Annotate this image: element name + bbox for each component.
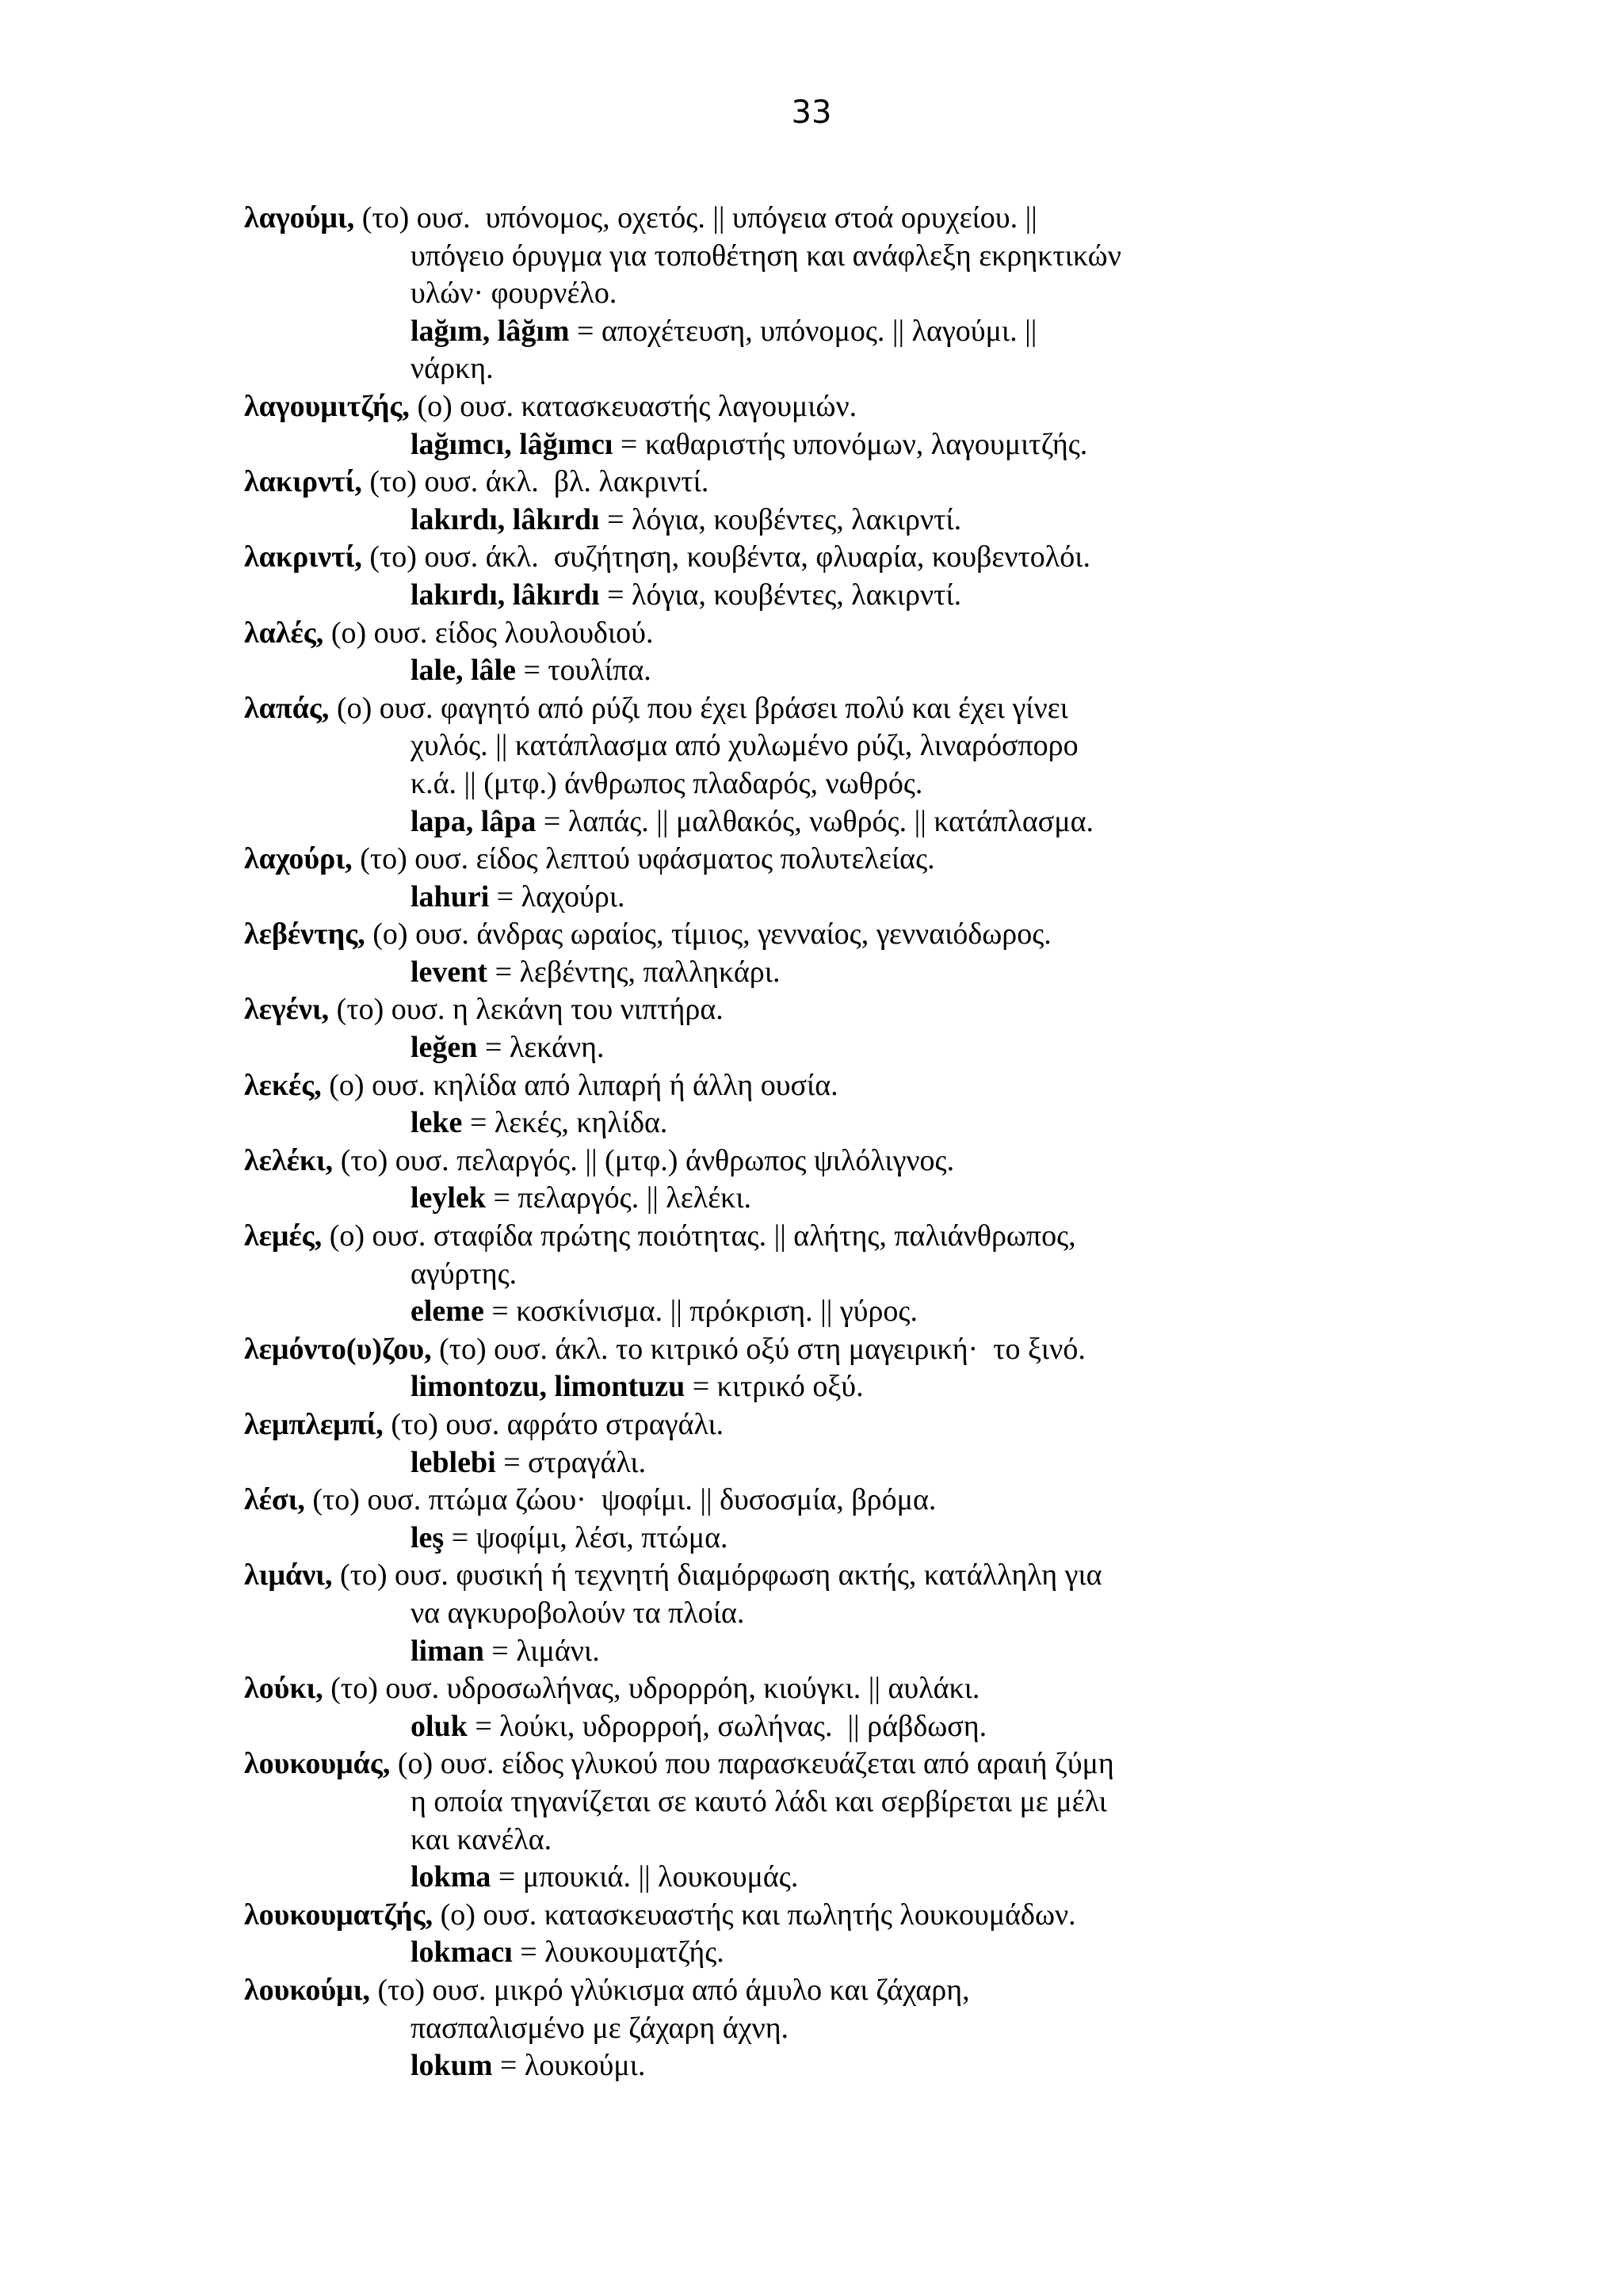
definition-text: (το) ουσ. πελαργός. || (μτφ.) άνθρωπος ψιλόλιγνος. — [340, 1143, 955, 1177]
definition-continuation — [244, 275, 1417, 313]
definition-text: (το) ουσ. είδος λεπτού υφάσματος πολυτελείας. — [360, 842, 935, 876]
dictionary-entry — [244, 388, 1417, 463]
definition-continuation — [244, 727, 1417, 765]
definition-text: (το) ουσ. αφράτο στραγάλι. — [391, 1408, 724, 1441]
dictionary-entry — [244, 1972, 1417, 2085]
turkish-definition: = λεβέντης, παλληκάρι. — [487, 955, 781, 989]
definition-text: (το) ουσ. η λεκάνη του νιπτήρα. — [336, 993, 724, 1027]
definition-text: (το) ουσ. μικρό γλύκισμα από άμυλο και ζάχαρη, — [377, 1973, 970, 2007]
headword: λιμάνι, — [244, 1558, 333, 1592]
dictionary-entry — [244, 1557, 1417, 1670]
headword: λουκουμάς, — [244, 1747, 391, 1781]
headword: λελέκι, — [244, 1143, 334, 1177]
definition-text: (το) ουσ. άκλ. βλ. λακριντί. — [369, 465, 709, 499]
dictionary-entry — [244, 690, 1417, 841]
dictionary-entry — [244, 463, 1417, 539]
turkish-word: limontozu, limontuzu — [411, 1370, 685, 1404]
turkish-definition: = λεκάνη. — [477, 1031, 605, 1065]
turkish-word: lakırdı, lâkırdı — [411, 502, 600, 536]
turkish-definition: = ψοφίμι, λέσι, πτώμα. — [444, 1520, 728, 1554]
dictionary-entry — [244, 841, 1417, 916]
turkish-line — [244, 2047, 1417, 2085]
turkish-definition: = λαχούρι. — [489, 879, 625, 913]
turkish-word: lokma — [411, 1860, 491, 1894]
turkish-line — [244, 879, 1417, 917]
definition-text: κ.ά. || (μτφ.) άνθρωπος πλαδαρός, νωθρός. — [411, 766, 923, 800]
entry-first-line — [244, 991, 1417, 1029]
turkish-definition: = λαπάς. || μαλθακός, νωθρός. || κατάπλασμα. — [536, 804, 1094, 838]
definition-text: πασπαλισμένο με ζάχαρη άχνη. — [411, 2011, 789, 2045]
turkish-line — [244, 577, 1417, 615]
headword: λακιρντί, — [244, 465, 362, 499]
turkish-word: lağımcı, lâğımcı — [411, 427, 613, 461]
definition-text: να αγκυροβολούν τα πλοία. — [411, 1596, 745, 1630]
turkish-definition: = λεκές, κηλίδα. — [462, 1106, 668, 1140]
definition-text: χυλός. || κατάπλασμα από χυλωμένο ρύζι, λιναρόσπορο — [411, 729, 1079, 763]
definition-continuation — [244, 1256, 1417, 1294]
entry-first-line — [244, 615, 1417, 653]
turkish-line — [244, 803, 1417, 841]
definition-text: (το) ουσ. υδροσωλήνας, υδρορρόη, κιούγκι. || αυλάκι. — [330, 1672, 980, 1706]
turkish-word: levent — [411, 955, 488, 989]
turkish-definition: = λόγια, κουβέντες, λακιρντί. — [599, 578, 962, 612]
turkish-line — [244, 1520, 1417, 1558]
dictionary-entry — [244, 1218, 1417, 1331]
turkish-word: eleme — [411, 1295, 484, 1329]
definition-text: (ο) ουσ. κηλίδα από λιπαρή ή άλλη ουσία. — [329, 1068, 838, 1102]
entry-first-line — [244, 1406, 1417, 1444]
definition-text: υπόγειο όρυγμα για τοποθέτηση και ανάφλεξη εκρηκτικών — [411, 238, 1121, 273]
definition-text: (ο) ουσ. είδος λουλουδιού. — [330, 616, 654, 650]
turkish-word: lağım, lâğım — [411, 314, 570, 348]
definition-text: (το) ουσ. φυσική ή τεχνητή διαμόρφωση ακτής, κατάλληλη για — [339, 1558, 1102, 1592]
headword: λουκουματζής, — [244, 1897, 433, 1932]
dictionary-entry — [244, 1745, 1417, 1896]
entry-first-line — [244, 1218, 1417, 1256]
dictionary-entry — [244, 916, 1417, 991]
turkish-word: lale, lâle — [411, 654, 516, 688]
headword: λαπάς, — [244, 691, 330, 725]
definition-text: (ο) ουσ. κατασκευαστής λαγουμιών. — [417, 389, 857, 423]
turkish-line — [244, 652, 1417, 690]
entry-first-line — [244, 690, 1417, 728]
dictionary-entry — [244, 991, 1417, 1066]
dictionary-entry — [244, 1331, 1417, 1406]
entry-first-line — [244, 841, 1417, 879]
turkish-word: lahuri — [411, 879, 490, 913]
entry-first-line — [244, 916, 1417, 954]
definition-continuation — [244, 1595, 1417, 1633]
turkish-definition: = κοσκίνισμα. || πρόκριση. || γύρος. — [483, 1295, 918, 1329]
entry-first-line — [244, 1897, 1417, 1935]
headword: λέσι, — [244, 1483, 305, 1517]
definition-text: (το) ουσ. άκλ. συζήτηση, κουβέντα, φλυαρία, κουβεντολόι. — [369, 540, 1090, 574]
page-number: 33 — [791, 94, 832, 131]
turkish-word: liman — [411, 1634, 484, 1668]
headword: λαλές, — [244, 616, 324, 650]
turkish-word: lokum — [411, 2049, 493, 2083]
turkish-definition: = τουλίπα. — [515, 654, 651, 688]
turkish-word: oluk — [411, 1709, 468, 1743]
definition-continuation — [244, 1783, 1417, 1821]
definition-text: (ο) ουσ. φαγητό από ρύζι που έχει βράσει πολύ και έχει γίνει — [336, 691, 1068, 725]
definition-text: (ο) ουσ. είδος γλυκού που παρασκευάζεται από αραιή ζύμη — [397, 1747, 1114, 1781]
dictionary-entry — [244, 615, 1417, 690]
headword: λεμπλεμπί, — [244, 1408, 384, 1441]
entry-first-line — [244, 1670, 1417, 1708]
dictionary-entry — [244, 1482, 1417, 1557]
dictionary-entries — [244, 200, 1417, 2085]
turkish-definition: νάρκη. — [411, 352, 494, 386]
definition-text: η οποία τηγανίζεται σε καυτό λάδι και σερβίρεται με μέλι — [411, 1784, 1107, 1818]
definition-continuation — [244, 2010, 1417, 2048]
turkish-word: lokmacı — [411, 1936, 513, 1970]
turkish-definition: = λούκι, υδρορροή, σωλήνας. || ράβδωση. — [467, 1709, 987, 1743]
definition-continuation — [244, 238, 1417, 276]
turkish-definition: = λόγια, κουβέντες, λακιρντί. — [599, 502, 962, 536]
entry-first-line — [244, 1557, 1417, 1595]
definition-continuation — [244, 765, 1417, 803]
turkish-line — [244, 1029, 1417, 1067]
turkish-definition: = λουκουματζής. — [512, 1936, 724, 1970]
definition-text: (το) ουσ. υπόνομος, οχετός. || υπόγεια στοά ορυχείου. || — [361, 201, 1037, 235]
definition-continuation — [244, 1821, 1417, 1859]
turkish-definition: = καθαριστής υπονόμων, λαγουμιτζής. — [613, 427, 1088, 461]
turkish-line — [244, 1708, 1417, 1746]
entry-first-line — [244, 1067, 1417, 1105]
turkish-definition: = στραγάλι. — [495, 1445, 647, 1479]
turkish-word: lakırdı, lâkırdı — [411, 578, 600, 612]
headword: λούκι, — [244, 1672, 323, 1706]
turkish-definition: = μπουκιά. || λουκουμάς. — [491, 1860, 799, 1894]
turkish-line — [244, 1444, 1417, 1482]
definition-text: (ο) ουσ. σταφίδα πρώτης ποιότητας. || αλήτης, παλιάνθρωπος, — [329, 1219, 1076, 1253]
turkish-word: leylek — [411, 1181, 486, 1215]
turkish-line — [244, 1293, 1417, 1331]
dictionary-entry — [244, 1406, 1417, 1482]
turkish-word: leke — [411, 1106, 463, 1140]
turkish-line — [244, 1934, 1417, 1972]
definition-text: (ο) ουσ. κατασκευαστής και πωλητής λουκουμάδων. — [440, 1897, 1076, 1932]
turkish-definition: = αποχέτευση, υπόνομος. || λαγούμι. || — [569, 314, 1037, 348]
dictionary-entry — [244, 1067, 1417, 1142]
turkish-line — [244, 1859, 1417, 1897]
definition-text: (το) ουσ. πτώμα ζώου· ψοφίμι. || δυσοσμία, βρόμα. — [312, 1483, 937, 1517]
entry-first-line — [244, 388, 1417, 426]
turkish-line — [244, 426, 1417, 464]
headword: λουκούμι, — [244, 1973, 370, 2007]
turkish-word: leblebi — [411, 1445, 496, 1479]
turkish-word: leğen — [411, 1031, 478, 1065]
turkish-line — [244, 1633, 1417, 1671]
definition-text: αγύρτης. — [411, 1257, 517, 1291]
turkish-definition: = πελαργός. || λελέκι. — [485, 1181, 752, 1215]
headword: λαγούμι, — [244, 201, 355, 235]
turkish-line — [244, 1180, 1417, 1218]
headword: λεβέντης, — [244, 917, 365, 952]
entry-first-line — [244, 1745, 1417, 1783]
headword: λεκές, — [244, 1068, 322, 1102]
turkish-line — [244, 502, 1417, 540]
entry-first-line — [244, 200, 1417, 238]
dictionary-entry — [244, 1670, 1417, 1745]
entry-first-line — [244, 1142, 1417, 1180]
entry-first-line — [244, 1331, 1417, 1369]
turkish-line — [244, 313, 1417, 351]
entry-first-line — [244, 1482, 1417, 1520]
turkish-word: leş — [411, 1520, 445, 1554]
headword: λαχούρι, — [244, 842, 353, 876]
turkish-word: lapa, lâpa — [411, 804, 537, 838]
turkish-definition: = κιτρικό οξύ. — [685, 1370, 864, 1404]
definition-text: υλών· φουρνέλο. — [411, 277, 617, 311]
headword: λαγουμιτζής, — [244, 389, 410, 423]
dictionary-entry — [244, 1142, 1417, 1218]
definition-text: (το) ουσ. άκλ. το κιτρικό οξύ στη μαγειρική· το ξινό. — [439, 1332, 1086, 1366]
dictionary-entry — [244, 1897, 1417, 1972]
turkish-definition: = λιμάνι. — [483, 1634, 600, 1668]
entry-first-line — [244, 1972, 1417, 2010]
entry-first-line — [244, 539, 1417, 577]
definition-text: (ο) ουσ. άνδρας ωραίος, τίμιος, γενναίος, γενναιόδωρος. — [372, 917, 1052, 952]
turkish-line — [244, 1104, 1417, 1142]
headword: λεγένι, — [244, 993, 330, 1027]
turkish-definition: = λουκούμι. — [492, 2049, 646, 2083]
entry-first-line — [244, 463, 1417, 502]
headword: λακριντί, — [244, 540, 362, 574]
dictionary-entry — [244, 539, 1417, 614]
turkish-line — [244, 1368, 1417, 1406]
dictionary-entry — [244, 200, 1417, 388]
turkish-line — [244, 954, 1417, 992]
definition-text: και κανέλα. — [411, 1822, 552, 1856]
turkish-continuation — [244, 350, 1417, 388]
headword: λεμόντο(υ)ζου, — [244, 1332, 432, 1366]
headword: λεμές, — [244, 1219, 323, 1253]
